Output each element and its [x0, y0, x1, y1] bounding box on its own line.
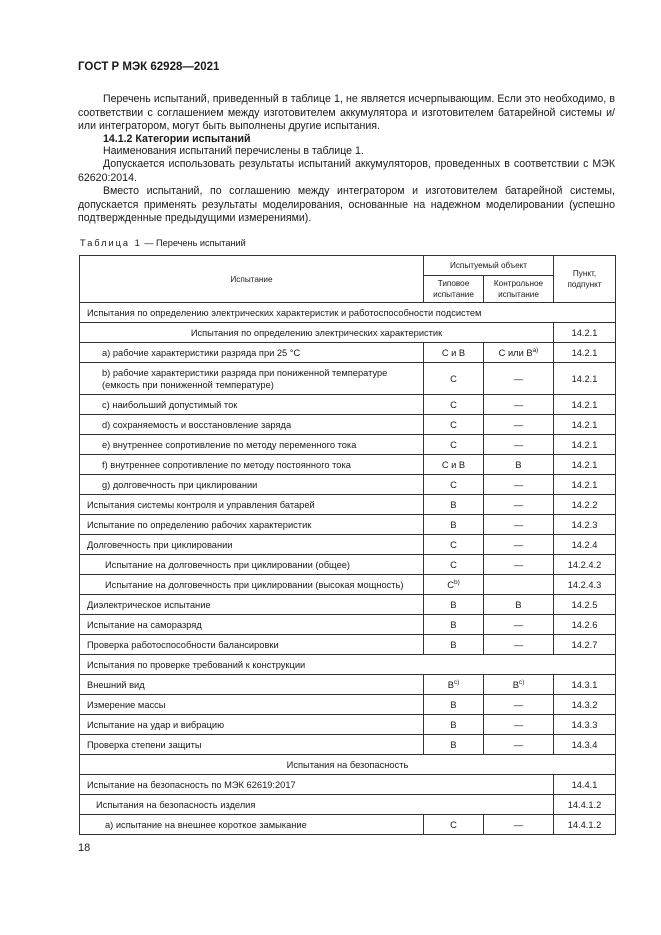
table-row: [80, 415, 616, 435]
paragraph-results: Допускается использовать результаты испытаний аккумуляторов, проведенных в соответствии с МЭК 62620:2014.: [78, 158, 615, 184]
type-test-value: В: [450, 499, 457, 510]
paragraph-modeling: Вместо испытаний, по соглашению между интегратором и изготовителем батарейной системы, допускается применять результаты моделирования, основанные на надежном моделировании (успешно подтвержденные предыдущими измерениями).: [78, 185, 615, 225]
cell-test-name: Испытания на безопасность изделия: [80, 795, 554, 815]
cell-type-test: [424, 455, 484, 475]
table-row: [80, 635, 616, 655]
control-test-value: —: [513, 373, 524, 384]
cell-clause: 14.2.4.3: [554, 575, 616, 595]
cell-type-test: [424, 515, 484, 535]
type-test-value: С: [450, 819, 457, 830]
control-test-value: —: [513, 619, 524, 630]
type-test-value: В: [447, 679, 454, 690]
control-test-value: —: [513, 539, 524, 550]
footnote-ref: с): [518, 678, 525, 686]
cell-test-name: Испытание на безопасность по МЭК 62619:2017: [80, 775, 554, 795]
cell-clause: 14.2.1: [554, 363, 616, 395]
table-caption-title: — Перечень испытаний: [144, 238, 246, 248]
cell-test-name: Испытание на саморазряд: [80, 615, 424, 635]
type-test-value: В: [450, 639, 457, 650]
cell-clause: 14.2.1: [554, 475, 616, 495]
control-test-value: —: [513, 819, 524, 830]
cell-control-test: [484, 535, 554, 555]
cell-type-test: [424, 555, 484, 575]
table-row: [80, 575, 616, 595]
cell-control-test: [484, 615, 554, 635]
cell-clause: 14.3.1: [554, 675, 616, 695]
cell-group-heading: Испытания на безопасность: [80, 755, 616, 775]
footnote-ref: a): [532, 346, 539, 354]
type-test-value: С: [450, 539, 457, 550]
cell-control-test: [484, 675, 554, 695]
cell-test-name: b) рабочие характеристики разряда при пониженной температуре (емкость при пониженной температуре): [80, 363, 424, 395]
cell-test-name: Внешний вид: [80, 675, 424, 695]
cell-control-test: [484, 595, 554, 615]
cell-type-test: [424, 715, 484, 735]
cell-test-name: Испытания системы контроля и управления батарей: [80, 495, 424, 515]
paragraph-names: Наименования испытаний перечислены в таблице 1.: [103, 145, 364, 157]
cell-clause: 14.2.1: [554, 455, 616, 475]
cell-clause: 14.4.1.2: [554, 815, 616, 835]
cell-test-name: Измерение массы: [80, 695, 424, 715]
table-row: [80, 675, 616, 695]
table-row: [80, 615, 616, 635]
control-test-value: —: [513, 519, 524, 530]
cell-clause: 14.2.1: [554, 415, 616, 435]
table-caption: [80, 238, 246, 248]
table-row: [80, 655, 616, 675]
table-row: [80, 795, 616, 815]
cell-clause: 14.2.3: [554, 515, 616, 535]
cell-type-test: [424, 675, 484, 695]
cell-clause: 14.2.1: [554, 395, 616, 415]
cell-test-name: a) испытание на внешнее короткое замыкание: [80, 815, 424, 835]
cell-test-name: e) внутреннее сопротивление по методу переменного тока: [80, 435, 424, 455]
cell-clause: 14.4.1: [554, 775, 616, 795]
cell-type-test: [424, 435, 484, 455]
control-test-value: —: [513, 439, 524, 450]
type-test-value: С: [450, 419, 457, 430]
cell-clause: 14.3.4: [554, 735, 616, 755]
control-test-value: В: [512, 679, 519, 690]
table-row: [80, 775, 616, 795]
cell-test-name: f) внутреннее сопротивление по методу постоянного тока: [80, 455, 424, 475]
tests-table: [79, 255, 616, 835]
cell-test-name: Испытание на долговечность при циклировании (высокая мощность): [80, 575, 424, 595]
cell-test-name: Проверка работоспособности балансировки: [80, 635, 424, 655]
type-test-value: В: [450, 719, 457, 730]
cell-test-name: d) сохраняемость и восстановление заряда: [80, 415, 424, 435]
cell-test-name: a) рабочие характеристики разряда при 25 °С: [80, 343, 424, 363]
footnote-ref: с): [453, 678, 460, 686]
control-test-value: —: [513, 559, 524, 570]
cell-type-test: [424, 695, 484, 715]
cell-test-name: Испытание на удар и вибрацию: [80, 715, 424, 735]
cell-type-test: [424, 595, 484, 615]
type-test-value: С и В: [441, 459, 466, 470]
cell-control-test: [484, 695, 554, 715]
cell-type-test: [424, 395, 484, 415]
cell-type-test: [424, 815, 484, 835]
cell-clause: 14.2.1: [554, 323, 616, 343]
cell-control-test: [484, 395, 554, 415]
cell-clause: 14.2.2: [554, 495, 616, 515]
cell-test-name: c) наибольший допустимый ток: [80, 395, 424, 415]
table-row: [80, 323, 616, 343]
table-row: [80, 695, 616, 715]
table-row: [80, 303, 616, 323]
table-row: [80, 555, 616, 575]
control-test-value: —: [513, 479, 524, 490]
cell-test-name: g) долговечность при циклировании: [80, 475, 424, 495]
type-test-value: В: [450, 599, 457, 610]
type-test-value: В: [450, 519, 457, 530]
control-test-value: —: [513, 719, 524, 730]
cell-test-name: Испытания по определению электрических характеристик: [80, 323, 554, 343]
control-test-value: В: [515, 459, 522, 470]
type-test-value: С: [450, 559, 457, 570]
header-type-test: Типовое испытание: [424, 276, 484, 303]
control-test-value: —: [513, 699, 524, 710]
cell-type-test: [424, 535, 484, 555]
paragraph-intro: Перечень испытаний, приведенный в таблице 1, не является исчерпывающим. Если это необходимо, в соответствии с соглашением между изготовителем аккумулятора и изготовителем батарейной системы и/или интегратором, могут быть выполнены другие испытания.: [78, 93, 615, 133]
header-test: Испытание: [80, 256, 424, 303]
cell-control-test: [484, 435, 554, 455]
cell-clause: 14.2.7: [554, 635, 616, 655]
cell-test-name: Диэлектрическое испытание: [80, 595, 424, 615]
table-row: [80, 455, 616, 475]
type-test-value: С: [450, 439, 457, 450]
type-test-value: В: [450, 619, 457, 630]
cell-control-test: [484, 455, 554, 475]
cell-control-test: [484, 343, 554, 363]
table-row: [80, 363, 616, 395]
cell-test-name: Испытание на долговечность при циклировании (общее): [80, 555, 424, 575]
cell-control-test: [484, 475, 554, 495]
control-test-value: С или В: [498, 347, 533, 358]
cell-group-heading: Испытания по проверке требований к конструкции: [80, 655, 616, 675]
cell-type-test: [424, 575, 484, 595]
table-row: [80, 395, 616, 415]
table-row: [80, 515, 616, 535]
cell-type-test: [424, 735, 484, 755]
cell-clause: 14.2.5: [554, 595, 616, 615]
cell-control-test: [484, 415, 554, 435]
cell-control-test: [484, 815, 554, 835]
type-test-value: С: [447, 579, 454, 590]
header-clause: Пункт, подпункт: [554, 256, 616, 303]
control-test-value: —: [513, 639, 524, 650]
table-row: [80, 735, 616, 755]
cell-clause: 14.2.4: [554, 535, 616, 555]
cell-clause: 14.3.2: [554, 695, 616, 715]
cell-control-test: [484, 715, 554, 735]
type-test-value: С: [450, 373, 457, 384]
table-row: [80, 343, 616, 363]
header-control-test: Контрольное испытание: [484, 276, 554, 303]
cell-control-test: [484, 363, 554, 395]
footnote-ref: b): [453, 578, 460, 586]
cell-clause: 14.4.1.2: [554, 795, 616, 815]
cell-control-test: [484, 575, 554, 595]
type-test-value: В: [450, 739, 457, 750]
section-heading: 14.1.2 Категории испытаний: [103, 133, 251, 145]
header-object: Испытуемый объект: [424, 256, 554, 276]
cell-control-test: [484, 515, 554, 535]
table-row: [80, 755, 616, 775]
type-test-value: С: [450, 479, 457, 490]
cell-control-test: [484, 735, 554, 755]
table-row: [80, 435, 616, 455]
table-row: [80, 495, 616, 515]
table-row: [80, 815, 616, 835]
control-test-value: —: [513, 399, 524, 410]
page-number: 18: [78, 842, 91, 854]
control-test-value: —: [513, 419, 524, 430]
cell-clause: 14.2.1: [554, 435, 616, 455]
cell-type-test: [424, 343, 484, 363]
cell-clause: 14.3.3: [554, 715, 616, 735]
table-row: [80, 595, 616, 615]
cell-type-test: [424, 495, 484, 515]
table-row: [80, 475, 616, 495]
cell-type-test: [424, 635, 484, 655]
type-test-value: В: [450, 699, 457, 710]
cell-type-test: [424, 475, 484, 495]
cell-control-test: [484, 495, 554, 515]
cell-test-name: Долговечность при циклировании: [80, 535, 424, 555]
table-caption-label: Таблица 1: [80, 238, 142, 248]
cell-test-name: Испытание по определению рабочих характеристик: [80, 515, 424, 535]
table-row: [80, 535, 616, 555]
cell-control-test: [484, 555, 554, 575]
cell-clause: 14.2.4.2: [554, 555, 616, 575]
control-test-value: —: [513, 499, 524, 510]
cell-clause: 14.2.6: [554, 615, 616, 635]
cell-clause: 14.2.1: [554, 343, 616, 363]
type-test-value: С: [450, 399, 457, 410]
cell-test-name: Проверка степени защиты: [80, 735, 424, 755]
cell-type-test: [424, 363, 484, 395]
cell-group-heading: Испытания по определению электрических характеристик и работоспособности подсистем: [80, 303, 616, 323]
cell-type-test: [424, 415, 484, 435]
cell-type-test: [424, 615, 484, 635]
control-test-value: В: [515, 599, 522, 610]
control-test-value: —: [513, 739, 524, 750]
type-test-value: С и В: [441, 347, 466, 358]
table-row: [80, 715, 616, 735]
cell-control-test: [484, 635, 554, 655]
document-header: ГОСТ Р МЭК 62928—2021: [78, 61, 220, 73]
